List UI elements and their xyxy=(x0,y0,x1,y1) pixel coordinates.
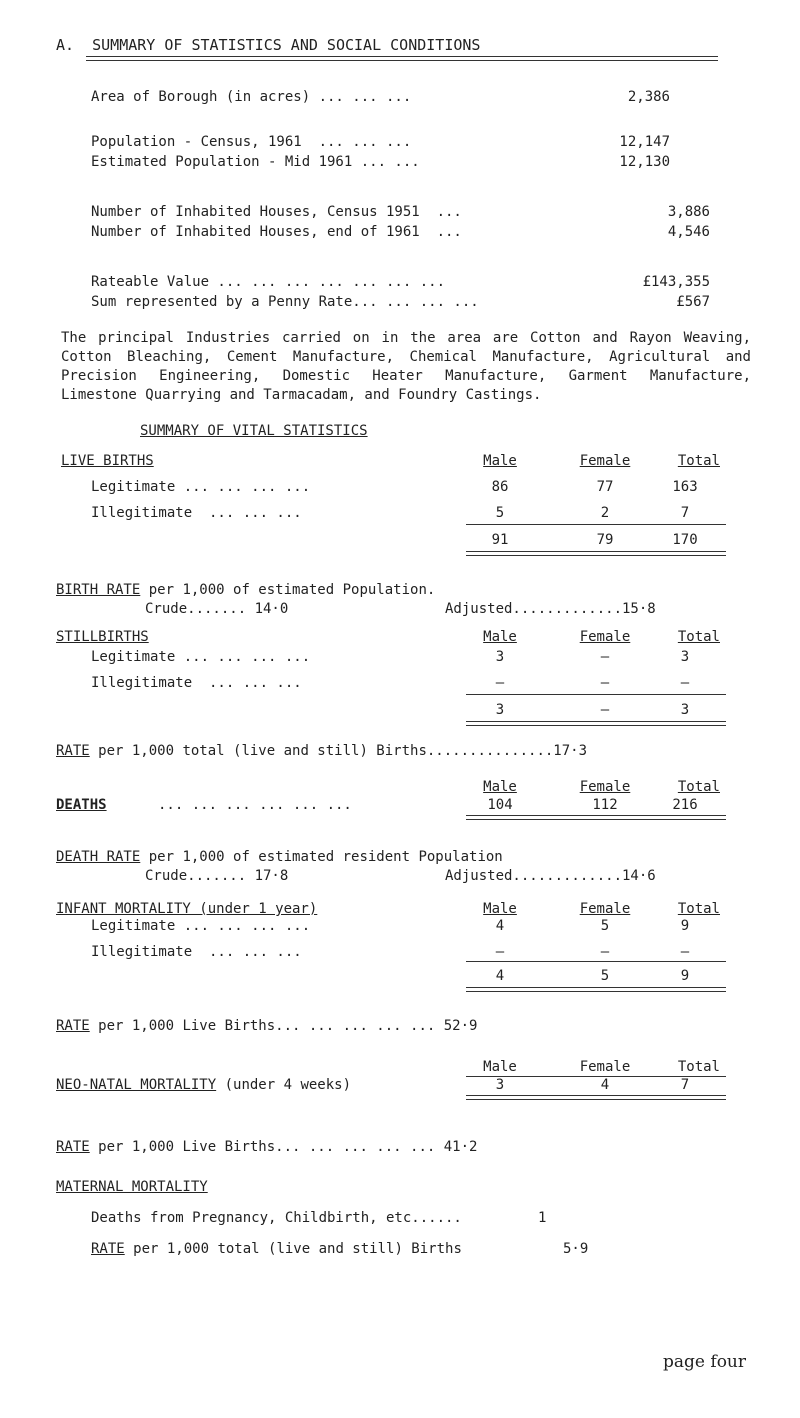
maternal-rate-text: per 1,000 total (live and still) Births xyxy=(133,1241,462,1257)
neonatal-male-header: Male xyxy=(483,1059,517,1075)
neonatal-header-rule xyxy=(466,1076,726,1077)
infant-male-header: Male xyxy=(483,901,517,917)
live-births-legitimate-female: 77 xyxy=(596,479,614,495)
stillbirths-total-male: 3 xyxy=(495,702,505,718)
page-number: page four xyxy=(663,1352,746,1372)
live-births-illegitimate-total: 7 xyxy=(680,505,690,521)
live-births-illegitimate-label: Illegitimate ... ... ... xyxy=(91,505,302,521)
maternal-rate-title: RATE xyxy=(91,1241,125,1257)
neonatal-heading xyxy=(56,1076,351,1094)
live-births-title: LIVE BIRTHS xyxy=(61,453,154,469)
infant-mortality-rate xyxy=(56,1017,477,1035)
death-rate-description: per 1,000 of estimated resident Population xyxy=(148,849,503,865)
industries-paragraph: The principal Industries carried on in the area are Cotton and Rayon Weaving, Cotton Bleaching, Cement Manufacture, Chemical Manufacture, Agricultural and Precision Engineering, Domestic Heater Manufacture, Garment Manufacture, Limestone Quarrying and Tarmacadam, and Foundry Castings. xyxy=(61,330,751,403)
live-births-total-male: 91 xyxy=(491,532,509,548)
stillbirths-illegitimate-total: – xyxy=(680,675,690,691)
houses-1951-value: 3,886 xyxy=(667,204,710,220)
population-census-label: Population - Census, 1961 ... ... ... xyxy=(91,134,412,150)
stillbirths-legitimate-female: – xyxy=(600,649,610,665)
stillbirths-legitimate-total: 3 xyxy=(680,649,690,665)
deaths-total: 216 xyxy=(672,797,698,813)
infant-illegitimate-total: – xyxy=(680,944,690,960)
deaths-total-rule xyxy=(466,815,726,820)
stillbirths-total-total: 3 xyxy=(680,702,690,718)
stillbirths-legitimate-male: 3 xyxy=(495,649,505,665)
neonatal-rate xyxy=(56,1138,477,1156)
live-births-total-female: 79 xyxy=(596,532,614,548)
neonatal-rate-text: per 1,000 Live Births... ... ... ... ... 41·2 xyxy=(98,1139,478,1155)
neonatal-total: 7 xyxy=(680,1077,690,1093)
maternal-deaths-value: 1 xyxy=(538,1210,547,1226)
live-births-legitimate-total: 163 xyxy=(672,479,698,495)
birth-rate-title: BIRTH RATE xyxy=(56,582,141,598)
population-estimated-label: Estimated Population - Mid 1961 ... ... xyxy=(91,154,420,170)
death-rate-title: DEATH RATE xyxy=(56,849,141,865)
infant-legitimate-male: 4 xyxy=(495,918,505,934)
page-heading: A. SUMMARY OF STATISTICS AND SOCIAL CONDITIONS xyxy=(56,36,481,54)
stillbirths-male-header: Male xyxy=(483,629,517,645)
live-births-male-header: Male xyxy=(483,453,517,469)
vital-statistics-title: SUMMARY OF VITAL STATISTICS xyxy=(140,423,368,439)
still-birth-rate xyxy=(56,742,587,760)
maternal-deaths-label: Deaths from Pregnancy, Childbirth, etc...... xyxy=(91,1210,462,1226)
death-rate-adjusted: Adjusted.............14·6 xyxy=(445,868,656,884)
infant-legitimate-female: 5 xyxy=(600,918,610,934)
live-births-total-header: Total xyxy=(677,453,720,469)
maternal-mortality-title: MATERNAL MORTALITY xyxy=(56,1179,208,1195)
neonatal-male: 3 xyxy=(495,1077,505,1093)
deaths-total-header: Total xyxy=(677,779,720,795)
houses-1961-label: Number of Inhabited Houses, end of 1961 ... xyxy=(91,224,462,240)
stillbirths-total-female: – xyxy=(600,702,610,718)
live-births-illegitimate-male: 5 xyxy=(495,505,505,521)
still-rate-title: RATE xyxy=(56,743,90,759)
birth-rate-crude: Crude....... 14·0 xyxy=(145,601,289,617)
stillbirths-illegitimate-male: – xyxy=(495,675,505,691)
infant-female-header: Female xyxy=(579,901,631,917)
live-births-legitimate-male: 86 xyxy=(491,479,509,495)
infant-illegitimate-male: – xyxy=(495,944,505,960)
live-births-female-header: Female xyxy=(579,453,631,469)
neonatal-total-rule xyxy=(466,1095,726,1100)
infant-total-header: Total xyxy=(677,901,720,917)
infant-total-male: 4 xyxy=(495,968,505,984)
deaths-female: 112 xyxy=(592,797,618,813)
stillbirths-title: STILLBIRTHS xyxy=(56,629,149,645)
live-births-legitimate-label: Legitimate ... ... ... ... xyxy=(91,479,311,495)
houses-1961-value: 4,546 xyxy=(667,224,710,240)
birth-rate-adjusted: Adjusted.............15·8 xyxy=(445,601,656,617)
neonatal-female-header: Female xyxy=(579,1059,631,1075)
stillbirths-total-header: Total xyxy=(677,629,720,645)
deaths-male: 104 xyxy=(487,797,513,813)
live-births-total-total: 170 xyxy=(672,532,698,548)
death-rate-crude: Crude....... 17·8 xyxy=(145,868,289,884)
birth-rate-heading xyxy=(56,581,435,599)
birth-rate-description: per 1,000 of estimated Population. xyxy=(148,582,436,598)
infant-mortality-title: INFANT MORTALITY (under 1 year) xyxy=(56,901,318,917)
neonatal-rate-title: RATE xyxy=(56,1139,90,1155)
deaths-title: DEATHS xyxy=(56,797,107,813)
population-estimated-value: 12,130 xyxy=(619,154,670,170)
live-births-subtotal-rule xyxy=(466,524,726,525)
live-births-total-rule xyxy=(466,551,726,556)
stillbirths-total-rule xyxy=(466,721,726,726)
deaths-female-header: Female xyxy=(579,779,631,795)
infant-total-rule xyxy=(466,987,726,992)
rateable-value-label: Rateable Value ... ... ... ... ... ... ... xyxy=(91,274,446,290)
penny-rate-value: £567 xyxy=(676,294,710,310)
maternal-rate-value: 5·9 xyxy=(563,1241,589,1257)
stillbirths-illegitimate-female: – xyxy=(600,675,610,691)
neonatal-total-header: Total xyxy=(677,1059,720,1075)
deaths-male-header: Male xyxy=(483,779,517,795)
live-births-illegitimate-female: 2 xyxy=(600,505,610,521)
stillbirths-legitimate-label: Legitimate ... ... ... ... xyxy=(91,649,311,665)
death-rate-heading xyxy=(56,848,503,866)
infant-total-total: 9 xyxy=(680,968,690,984)
infant-legitimate-label: Legitimate ... ... ... ... xyxy=(91,918,311,934)
neonatal-female: 4 xyxy=(600,1077,610,1093)
infant-legitimate-total: 9 xyxy=(680,918,690,934)
deaths-leader-dots: ... ... ... ... ... ... xyxy=(158,797,352,813)
infant-rate-title: RATE xyxy=(56,1018,90,1034)
area-label: Area of Borough (in acres) ... ... ... xyxy=(91,89,412,105)
infant-rate-text: per 1,000 Live Births... ... ... ... ... 52·9 xyxy=(98,1018,478,1034)
stillbirths-subtotal-rule xyxy=(466,694,726,695)
heading-rule xyxy=(86,56,718,61)
neonatal-subtitle: (under 4 weeks) xyxy=(224,1077,352,1093)
infant-subtotal-rule xyxy=(466,961,726,962)
maternal-rate xyxy=(91,1240,462,1258)
infant-total-female: 5 xyxy=(600,968,610,984)
area-value: 2,386 xyxy=(627,89,670,105)
penny-rate-label: Sum represented by a Penny Rate... ... ... ... xyxy=(91,294,479,310)
stillbirths-female-header: Female xyxy=(579,629,631,645)
stillbirths-illegitimate-label: Illegitimate ... ... ... xyxy=(91,675,302,691)
population-census-value: 12,147 xyxy=(619,134,670,150)
infant-illegitimate-female: – xyxy=(600,944,610,960)
rateable-value: £143,355 xyxy=(642,274,710,290)
neonatal-title: NEO-NATAL MORTALITY xyxy=(56,1077,217,1093)
infant-illegitimate-label: Illegitimate ... ... ... xyxy=(91,944,302,960)
still-rate-text: per 1,000 total (live and still) Births...............17·3 xyxy=(98,743,588,759)
houses-1951-label: Number of Inhabited Houses, Census 1951 ... xyxy=(91,204,462,220)
